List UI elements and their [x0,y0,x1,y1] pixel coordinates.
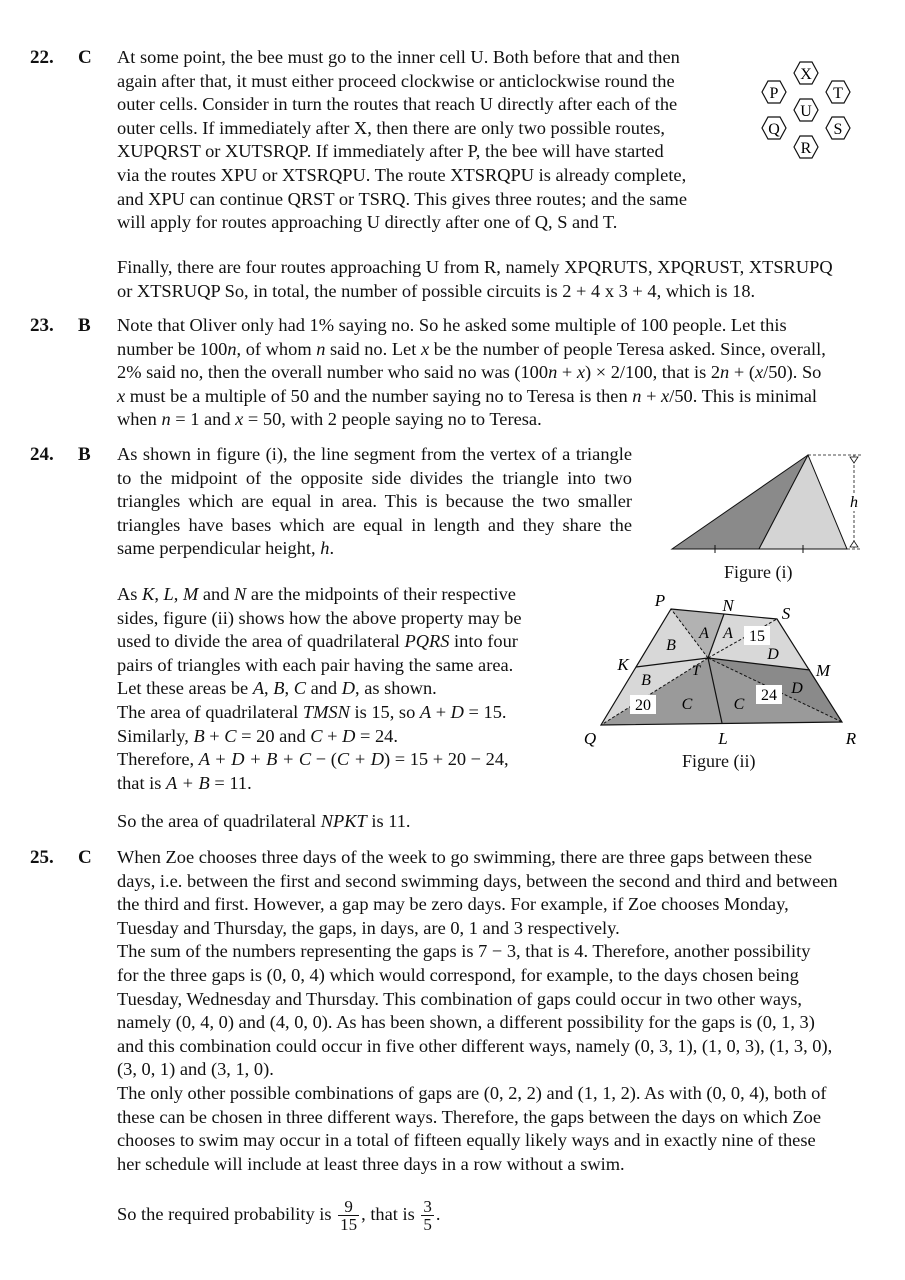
q25-p3-line-1: The only other possible combinations of gaps are (0, 2, 2) and (1, 1, 2). As with (0, 0, 4), both of [117,1082,827,1103]
q22-p1-line-6: via the routes XPU or XTSRQPU. The route XTSRQPU is already complete, [117,164,687,185]
question-number-22: 22. [30,47,54,68]
q23-paragraph [117,314,867,432]
fraction-3-5: $\frac{3}{5}$ [423,1197,432,1235]
hex-label-t: T [833,85,843,102]
q25-p2-line-6: (3, 0, 1) and (3, 1, 0). [117,1059,274,1080]
q24-line-8: Therefore, A + D + B + C − (C + D) = 15 + 20 − 24, [117,749,509,770]
area-value-24: 24 [761,687,777,704]
q24-line-3: used to divide the area of quadrilateral PQRS into four [117,631,518,652]
q22-paragraph-1 [117,46,717,235]
q22-p1-line-8: will apply for routes approaching U directly after one of Q, S and T. [117,212,618,233]
vertex-label-r: R [845,729,857,748]
q24-line-9: that is A + B = 11. [117,772,252,793]
height-label: h [850,494,858,511]
q25-p2-line-2: for the three gaps is (0, 0, 4) which would correspond, for example, to the days chosen being [117,964,799,985]
question-number-25: 25. [30,847,54,868]
q22-p1-line-3: outer cells. Consider in turn the routes that reach U directly after each of the [117,94,678,115]
area-label-d2: D [791,680,803,697]
midpoint-label-m: M [815,661,831,680]
q25-paragraph [117,846,867,1176]
vertex-label-q: Q [583,729,597,748]
q23-line-3: 2% said no, then the overall number who said no was (100n + x) × 2/100, that is 2n + (x/50). So [117,362,822,383]
midpoint-label-n: N [722,596,734,615]
q23-line-1: Note that Oliver only had 1% saying no. So he asked some multiple of 100 people. Let this [117,315,787,335]
q22-p1-line-2: again after that, it must either proceed clockwise or anticlockwise round the [117,70,675,91]
q24-line-4: pairs of triangles with each pair having the same area. [117,654,514,675]
q22-p1-line-4: outer cells. If immediately after X, then there are only two possible routes, [117,117,665,138]
figure-ii-caption: Figure (ii) [682,751,756,771]
q25-p1-line-4: Tuesday and Thursday, the gaps, in days, are 0, 1 and 3 respectively. [117,917,620,938]
q25-p3-line-4: her schedule will include at least three days in a row without a swim. [117,1153,625,1174]
vertex-label-s: S [781,604,791,623]
midpoint-label-l: L [718,729,728,748]
q24-line-6: The area of quadrilateral TMSN is 15, so A + D = 15. [117,701,507,722]
q23-line-2: number be 100n, of whom n said no. Let x be the number of people Teresa asked. Since, overall, [117,338,826,359]
q25-p2-line-4: namely (0, 4, 0) and (4, 0, 0). As has been shown, a different possibility for the gaps is (0, 1, 3) [117,1012,815,1033]
figure-i-triangle [665,448,870,560]
answer-letter-22: C [78,47,92,68]
q25-p1-line-1: When Zoe chooses three days of the week to go swimming, there are three gaps between these [117,847,813,867]
area-label-b1: B [666,637,676,654]
q25-p2-line-3: Tuesday, Wednesday and Thursday. This combination of gaps could occur in two other ways, [117,988,802,1009]
q22-p1-line-7: and XPU can continue QRST or TSRQ. This gives three routes; and the same [117,188,688,209]
q24-conclusion: So the area of quadrilateral NPKT is 11. [117,811,411,831]
answer-letter-23: B [78,315,91,336]
midpoint-label-k: K [617,655,629,674]
q25-p1-line-3: the third and first. However, a gap may be zero days. For example, if Zoe chooses Monday, [117,894,789,915]
q22-paragraph-2 [117,256,867,303]
area-label-a2: A [723,625,733,642]
area-value-20: 20 [635,697,651,714]
hex-label-x: X [800,66,812,83]
area-label-c1: C [681,696,693,713]
q24-paragraph-2 [117,583,557,795]
center-label-t: T [691,663,701,679]
answer-letter-25: C [78,847,92,868]
figure-ii-quadrilateral [580,588,870,748]
question-number-24: 24. [30,444,54,465]
hex-label-p: P [769,85,779,102]
hexagon-cells-diagram [746,55,866,167]
question-number-23: 23. [30,315,54,336]
fraction-9-15: $\frac{9}{15}$ [340,1197,358,1235]
hex-label-r: R [800,140,812,157]
q22-p1-line-1: At some point, the bee must go to the inner cell U. Both before that and then [117,47,680,67]
q24-paragraph-1: As shown in figure (i), the line segment from the vertex of a triangle to the midpoint of the opposite side divides the triangle into two triangles which are equal in area. This is because the two smaller triangles have bases which are equal in length and they share the same perpendicular height, h. [117,444,632,559]
q25-p3-line-2: these can be chosen in three different ways. Therefore, the gaps between the days on which Zoe [117,1106,822,1127]
figure-i-caption: Figure (i) [724,562,793,582]
area-label-d1: D [767,646,779,663]
area-label-c2: C [733,696,745,713]
hex-label-q: Q [768,121,780,138]
hex-label-s: S [833,121,843,138]
area-value-15: 15 [749,628,765,645]
q24-line-5: Let these areas be A, B, C and D, as shown. [117,678,437,699]
q24-line-7: Similarly, B + C = 20 and C + D = 24. [117,725,398,746]
q22-p2-line-2: or XTSRUQP So, in total, the number of possible circuits is 2 + 4 x 3 + 4, which is 18. [117,280,756,301]
q25-p2-line-5: and this combination could occur in five other different ways, namely (0, 3, 1), (1, 0, 3), (1, 3, 0), [117,1035,833,1056]
area-label-b2: B [641,672,651,689]
q23-line-5: when n = 1 and x = 50, with 2 people saying no to Teresa. [117,409,542,430]
q24-line-2: sides, figure (ii) shows how the above property may be [117,607,522,628]
vertex-label-p: P [654,591,666,610]
q24-line-1: As K, L, M and N are the midpoints of their respective [117,584,516,604]
answer-letter-24: B [78,444,91,465]
q22-p1-line-5: XUPQRST or XUTSRQP. If immediately after P, the bee will have started [117,141,664,162]
q23-line-4: x must be a multiple of 50 and the number saying no to Teresa is then n + x/50. This is minimal [117,385,818,406]
hex-label-u: U [800,103,812,120]
q25-p1-line-2: days, i.e. between the first and second swimming days, between the second and third and between [117,870,838,891]
q25-final-answer: So the required probability is $\frac{9}{15}$ , that is $\frac{3}{5}$ . [117,1197,441,1235]
q25-p2-line-1: The sum of the numbers representing the gaps is 7 − 3, that is 4. Therefore, another possibility [117,941,811,962]
q25-p3-line-3: chooses to swim may occur in a total of fifteen equally likely ways and in exactly nine of these [117,1130,816,1151]
q22-p2-line-1: Finally, there are four routes approaching U from R, namely XPQRUTS, XPQRUST, XTSRUPQ [117,257,833,277]
area-label-a1: A [699,625,709,642]
